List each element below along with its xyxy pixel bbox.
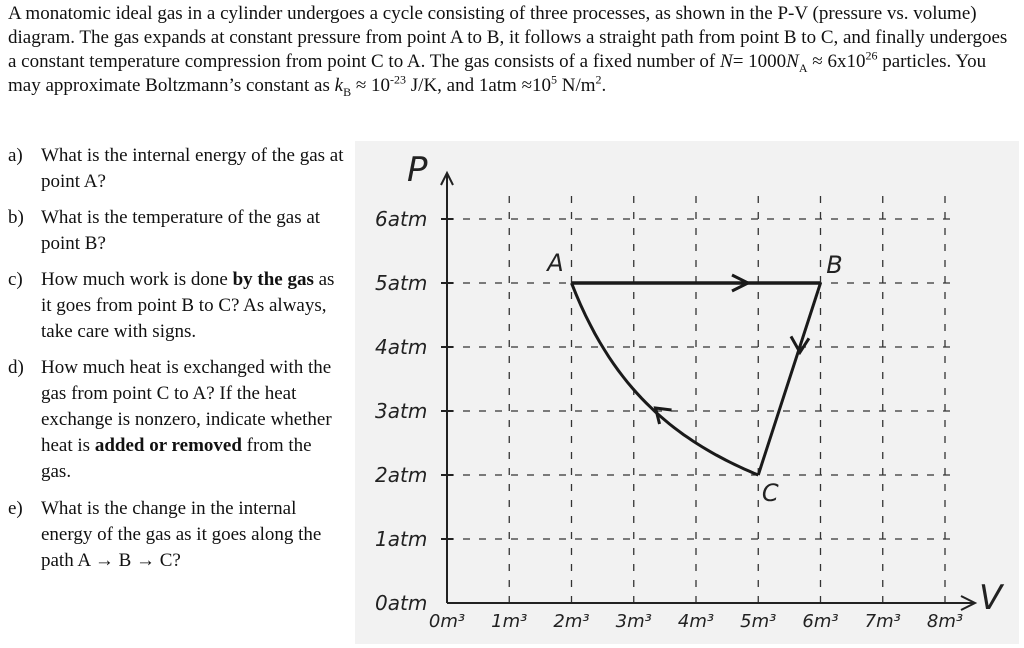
question-text-bold: added — [94, 435, 145, 456]
x-axis-label: V — [979, 578, 1003, 618]
question-text: What is the internal energy of the gas at point A? — [41, 145, 344, 192]
n-approx: ≈ 6x10 — [807, 51, 866, 72]
y-tick-label: 1atm — [375, 527, 428, 551]
x-tick-label: 7m³ — [864, 611, 901, 632]
x-tick-label: 3m³ — [615, 611, 652, 632]
exp-neg23: -23 — [390, 72, 407, 87]
exp-26: 26 — [865, 48, 878, 63]
x-tick-label: 0m³ — [428, 611, 466, 632]
cycle-points — [545, 249, 842, 507]
x-tick-label: 5m³ — [740, 611, 777, 632]
exp-5: 5 — [551, 72, 558, 87]
grid — [441, 189, 957, 603]
problem-intro — [8, 2, 1018, 98]
question-text-pre: How much heat is exchanged with the gas from point C to A? If the heat exchange is nonzero, indicate whether heat is — [41, 357, 332, 456]
question-letter: a) — [8, 145, 23, 166]
question-text: What is the change in the internal energy of the gas as it goes along the path A → B → C? — [41, 498, 322, 571]
point-label-b: B — [826, 251, 843, 279]
path-c-to-a — [572, 283, 759, 475]
pv-chart-svg — [355, 141, 1019, 644]
question-letter: b) — [8, 207, 24, 228]
intro-text-4: N/m — [557, 75, 596, 96]
question-letter: e) — [8, 498, 23, 519]
na-subscript: A — [798, 60, 808, 75]
kb-approx: ≈ 10 — [351, 75, 391, 96]
question-text-bold: by the gas — [232, 269, 314, 290]
point-label-c: C — [761, 479, 779, 507]
kb-subscript: B — [343, 84, 352, 99]
x-tick-label: 4m³ — [677, 611, 715, 632]
y-axis-label: P — [407, 150, 428, 190]
intro-text-1: A monatomic ideal gas in a cylinder undergoes a cycle consisting of three processes, as shown in the P-V (pressure vs. volume) diagram. The gas expands at constant pressure from point A to B, it follows a straight path from point B to C, and finally undergoes a constant temperature compression from point C to A. The gas consists of a fixed number of — [8, 3, 1008, 72]
tick-labels — [375, 207, 963, 632]
x-tick-label: 2m³ — [553, 611, 590, 632]
question-text-post: as it goes from point B to C? As always, take care with signs. — [41, 269, 335, 342]
y-tick-label: 6atm — [375, 207, 428, 231]
question-text: What is the temperature of the gas at point B? — [41, 207, 321, 254]
y-tick-label: 0atm — [375, 591, 428, 615]
intro-text-3: J/K, and 1atm ≈10 — [406, 75, 552, 96]
question-letter: c) — [8, 269, 23, 290]
question-text-pre: How much work is done — [41, 269, 233, 290]
question-text — [41, 355, 346, 485]
y-tick-label: 2atm — [375, 463, 428, 487]
x-tick-label: 6m³ — [802, 611, 839, 632]
y-tick-label: 5atm — [375, 271, 428, 295]
n-equals: = 1000 — [732, 51, 787, 72]
path-b-to-c — [758, 283, 820, 475]
exp-2: 2 — [595, 72, 602, 87]
question-text-bold-2: or removed — [149, 435, 242, 456]
question-text-post: from the gas. — [41, 435, 312, 482]
na-symbol: N — [786, 51, 799, 72]
y-tick-label: 4atm — [375, 335, 428, 359]
point-label-a: A — [547, 249, 564, 277]
question-text — [41, 267, 346, 345]
intro-text-5: . — [601, 75, 607, 96]
question-letter: d) — [8, 357, 24, 378]
intro-text-2: particles. You may approximate Boltzmann’s constant as — [8, 51, 987, 96]
axes — [407, 150, 1005, 618]
n-symbol: N — [720, 51, 733, 72]
x-tick-label: 8m³ — [926, 611, 964, 632]
x-tick-label: 1m³ — [491, 611, 528, 632]
y-tick-label: 3atm — [375, 399, 428, 423]
pv-diagram — [355, 141, 1019, 644]
kb-symbol: k — [334, 75, 344, 96]
